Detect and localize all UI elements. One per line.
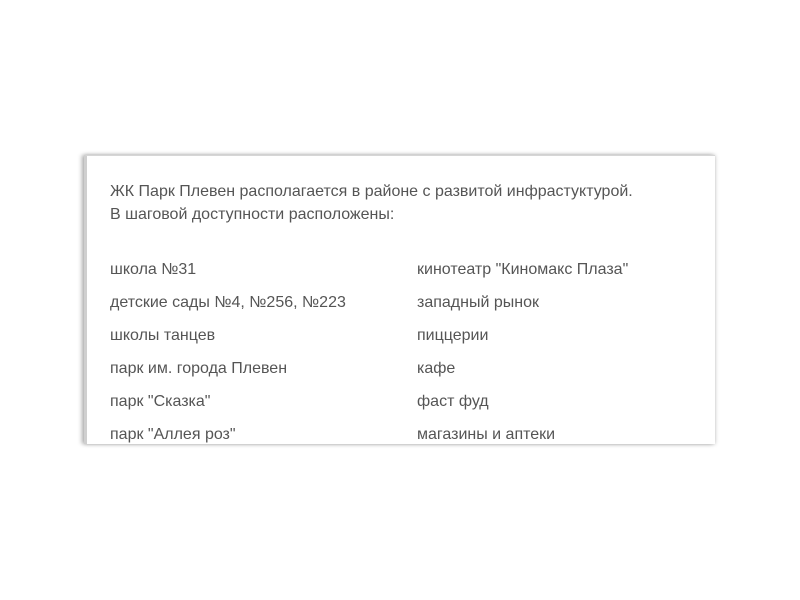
amenity-pizzerias: пиццерии bbox=[417, 327, 489, 344]
amenity-kindergartens: детские сады №4, №256, №223 bbox=[110, 294, 346, 311]
content-card bbox=[84, 155, 715, 444]
amenity-skazka-park: парк "Сказка" bbox=[110, 393, 211, 410]
amenity-shops-pharmacies: магазины и аптеки bbox=[417, 426, 556, 443]
list-item bbox=[110, 326, 710, 359]
list-item bbox=[110, 260, 710, 293]
intro-text bbox=[110, 180, 710, 226]
intro-line-1: ЖК Парк Плевен располагается в районе с развитой инфрастуктурой. bbox=[110, 183, 633, 200]
amenity-cinema: кинотеатр "Киномакс Плаза" bbox=[417, 261, 629, 278]
list-item bbox=[110, 392, 710, 425]
amenity-dance-schools: школы танцев bbox=[110, 327, 216, 344]
amenity-school: школа №31 bbox=[110, 261, 197, 278]
list-item bbox=[110, 425, 710, 444]
amenity-fast-food: фаст фуд bbox=[417, 393, 489, 410]
list-item bbox=[110, 359, 710, 392]
intro-line-2: В шаговой доступности расположены: bbox=[110, 206, 395, 223]
amenity-pleven-park: парк им. города Плевен bbox=[110, 360, 288, 377]
list-item bbox=[110, 293, 710, 326]
amenity-market: западный рынок bbox=[417, 294, 539, 311]
amenities-list bbox=[110, 260, 710, 444]
amenity-rose-alley-park: парк "Аллея роз" bbox=[110, 426, 236, 443]
amenity-cafe: кафе bbox=[417, 360, 456, 377]
